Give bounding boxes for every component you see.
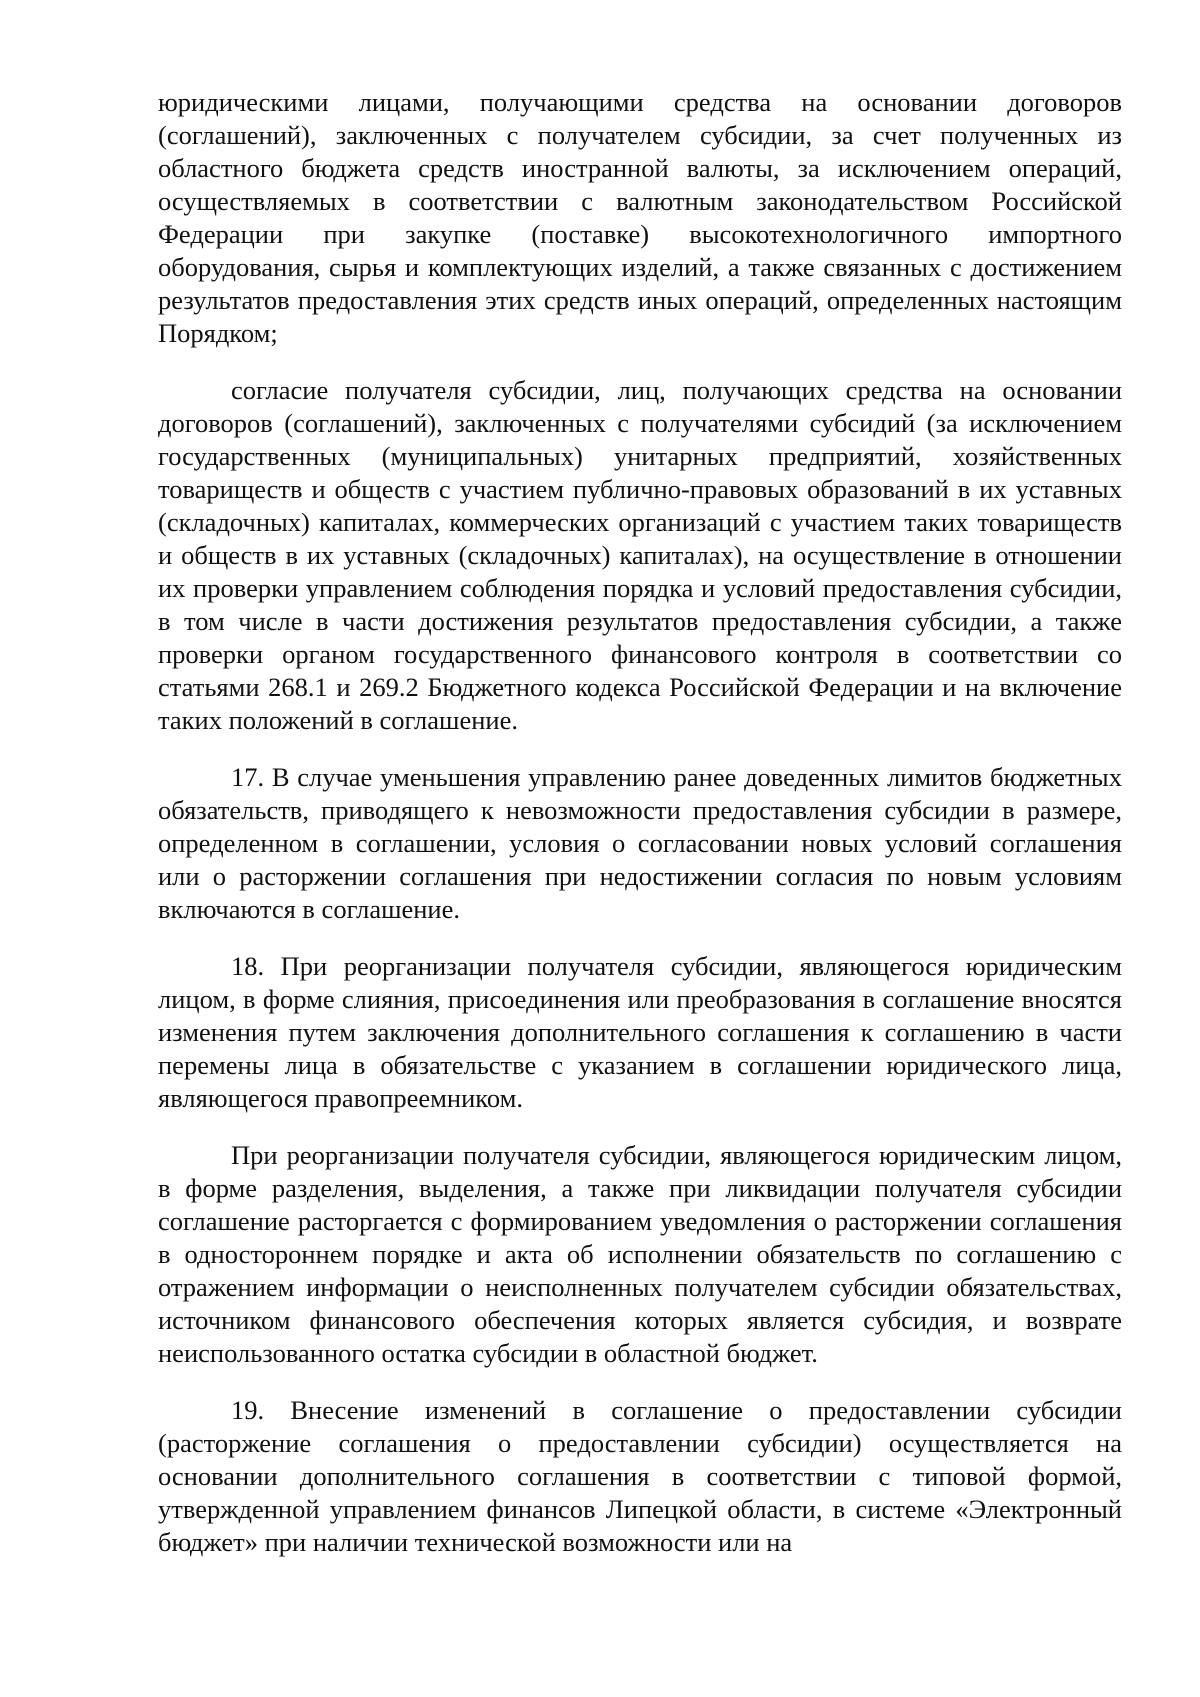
paragraph-4: 18. При реорганизации получателя субсидии, являющегося юридическим лицом, в форме слияния, присоединения или преобразования в соглашение вносятся изменения путем заключения дополнительного соглашения к соглашению в части перемены лица в обязательстве с указанием в соглашении юридического лица, являющегося правопреемником. (158, 951, 1122, 1113)
paragraph-6: 19. Внесение изменений в соглашение о предоставлении субсидии (расторжение соглашения о предоставлении субсидии) осуществляется на основании дополнительного соглашения в соответствии с типовой формой, утвержденной управлением финансов Липецкой области, в системе «Электронный бюджет» при наличии технической возможности или на (158, 1395, 1122, 1557)
document-body (158, 86, 1122, 1583)
paragraph-5: При реорганизации получателя субсидии, являющегося юридическим лицом, в форме разделения, выделения, а также при ликвидации получателя субсидии соглашение расторгается с формированием уведомления о расторжении соглашения в одностороннем порядке и акта об исполнении обязательств по соглашению с отражением информации о неисполненных получателем субсидии обязательствах, источником финансового обеспечения которых является субсидия, и возврате неиспользованного остатка субсидии в областной бюджет. (158, 1140, 1122, 1368)
paragraph-2: согласие получателя субсидии, лиц, получающих средства на основании договоров (соглашений), заключенных с получателями субсидий (за исключением государственных (муниципальных) унитарных предприятий, хозяйственных товариществ и обществ с участием публично-правовых образований в их уставных (складочных) капиталах, коммерческих организаций с участием таких товариществ и обществ в их уставных (складочных) капиталах), на осуществление в отношении их проверки управлением соблюдения порядка и условий предоставления субсидии, в том числе в части достижения результатов предоставления субсидии, а также проверки органом государственного финансового контроля в соответствии со статьями 268.1 и 269.2 Бюджетного кодекса Российской Федерации и на включение таких положений в соглашение. (158, 375, 1122, 735)
paragraph-1: юридическими лицами, получающими средства на основании договоров (соглашений), заключенных с получателем субсидии, за счет полученных из областного бюджета средств иностранной валюты, за исключением операций, осуществляемых в соответствии с валютным законодательством Российской Федерации при закупке (поставке) высокотехнологичного импортного оборудования, сырья и комплектующих изделий, а также связанных с достижением результатов предоставления этих средств иных операций, определенных настоящим Порядком; (158, 87, 1122, 348)
paragraph-3: 17. В случае уменьшения управлению ранее доведенных лимитов бюджетных обязательств, приводящего к невозможности предоставления субсидии в размере, определенном в соглашении, условия о согласовании новых условий соглашения или о расторжении соглашения при недостижении согласия по новым условиям включаются в соглашение. (158, 762, 1122, 924)
